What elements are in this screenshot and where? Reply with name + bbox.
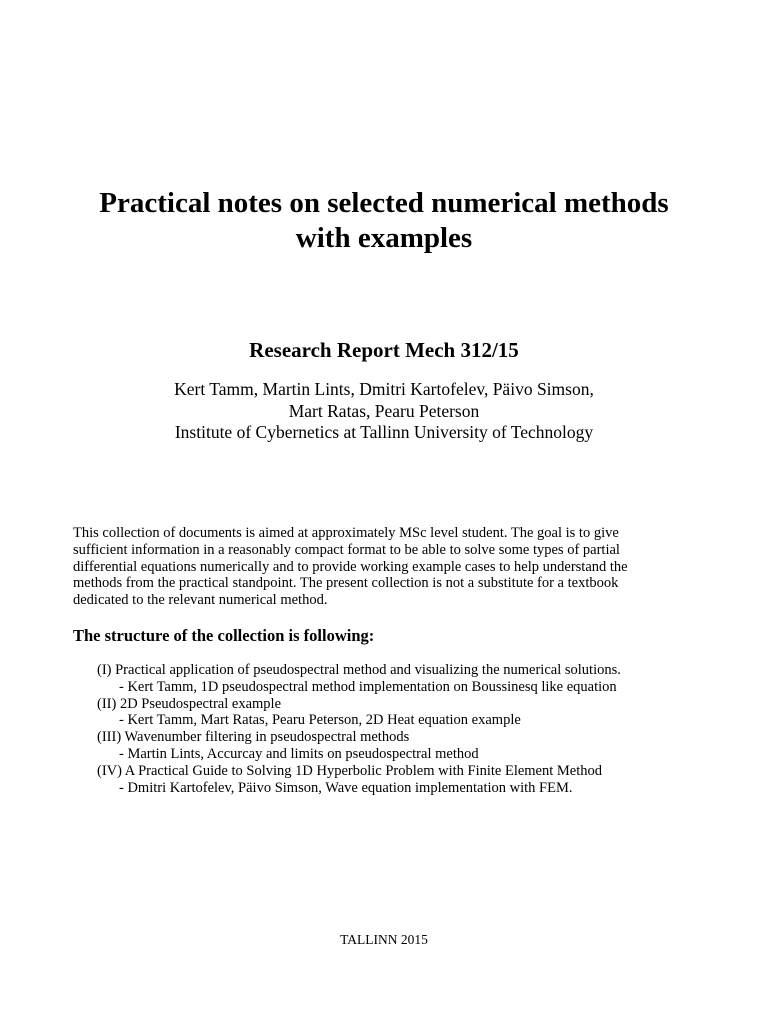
title-line: with examples <box>295 222 473 254</box>
abstract-line: dedicated to the relevant numerical method. <box>73 592 328 609</box>
authors-line: Mart Ratas, Pearu Peterson <box>288 400 480 421</box>
contents-item: (I) Practical application of pseudospectral method and visualizing the numerical solutions. <box>97 662 621 678</box>
contents-item: (IV) A Practical Guide to Solving 1D Hyperbolic Problem with Finite Element Method <box>97 762 603 779</box>
abstract-line: differential equations numerically and to provide working example cases to help understand the <box>73 558 628 575</box>
report-id: Research Report Mech 312/15 <box>249 338 519 362</box>
abstract-line: methods from the practical standpoint. The present collection is not a substitute for a textbook <box>73 575 619 592</box>
structure-heading: The structure of the collection is following: <box>73 626 375 645</box>
authors-block <box>40 379 728 444</box>
contents-item: (III) Wavenumber filtering in pseudospectral methods <box>97 729 410 746</box>
contents-list <box>97 662 717 796</box>
abstract-paragraph <box>73 525 713 609</box>
abstract-line: sufficient information in a reasonably compact format to be able to solve some types of partial <box>73 541 620 558</box>
place-year-footer: TALLINN 2015 <box>340 932 428 947</box>
title-line: Practical notes on selected numerical methods <box>99 187 669 219</box>
contents-item-detail: - Martin Lints, Accurcay and limits on pseudospectral method <box>119 745 479 762</box>
abstract-line: This collection of documents is aimed at approximately MSc level student. The goal is to give <box>73 525 619 541</box>
contents-item-detail: - Kert Tamm, Mart Ratas, Pearu Peterson, 2D Heat equation example <box>119 712 521 729</box>
document-title <box>40 186 728 256</box>
contents-item-detail: - Kert Tamm, 1D pseudospectral method implementation on Boussinesq like equation <box>119 678 617 695</box>
institute: Institute of Cybernetics at Tallinn University of Technology <box>174 422 594 442</box>
contents-item-detail: - Dmitri Kartofelev, Päivo Simson, Wave equation implementation with FEM. <box>119 779 573 796</box>
authors-line: Kert Tamm, Martin Lints, Dmitri Kartofelev, Päivo Simson, <box>174 379 594 399</box>
contents-item: (II) 2D Pseudospectral example <box>97 695 282 712</box>
